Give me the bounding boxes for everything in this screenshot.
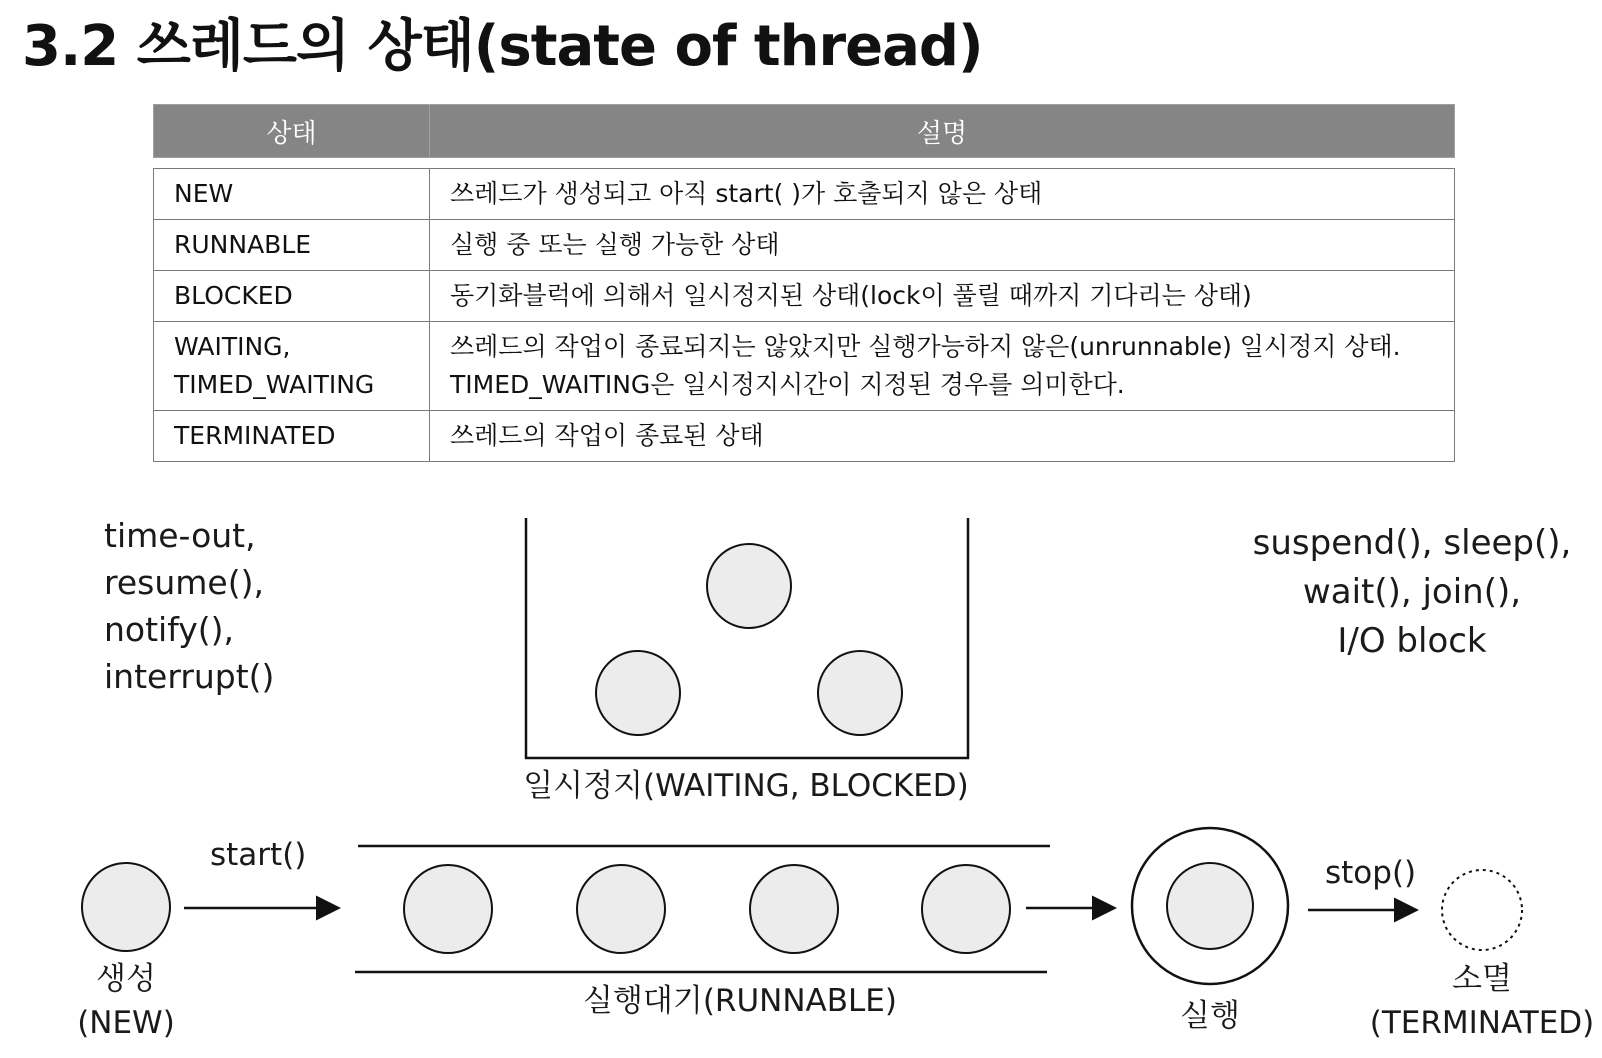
description-cell: 쓰레드가 생성되고 아직 start( )가 호출되지 않은 상태 — [430, 169, 1455, 220]
description-cell: 동기화블럭에 의해서 일시정지된 상태(lock이 풀릴 때까지 기다리는 상태) — [430, 271, 1455, 322]
waiting-thread-circle — [818, 651, 902, 735]
terminated-thread-circle — [1442, 870, 1522, 950]
runnable-thread-circle — [577, 865, 665, 953]
waiting-thread-circle — [596, 651, 680, 735]
description-cell: 실행 중 또는 실행 가능한 상태 — [430, 220, 1455, 271]
description-cell: 쓰레드의 작업이 종료되지는 않았지만 실행가능하지 않은(unrunnable) 일시정지 상태. TIMED_WAITING은 일시정지시간이 지정된 경우를 의미한다. — [430, 322, 1455, 411]
page-title: 3.2 쓰레드의 상태(state of thread) — [22, 14, 983, 79]
state-cell: NEW — [154, 169, 430, 220]
state-cell: RUNNABLE — [154, 220, 430, 271]
new-thread-circle — [82, 863, 170, 951]
running-thread-circle — [1167, 863, 1253, 949]
stop-label: stop() — [1325, 855, 1417, 891]
runnable-label: 실행대기(RUNNABLE) — [583, 983, 897, 1019]
terminated-label: 소멸 (TERMINATED) — [1369, 961, 1595, 1041]
runnable-thread-circle — [922, 865, 1010, 953]
resume-methods-label: time-out, resume(), notify(), interrupt() — [104, 516, 275, 696]
waiting-label: 일시정지(WAITING, BLOCKED) — [523, 768, 969, 804]
suspend-methods-label: suspend(), sleep(), wait(), join(), I/O block — [1252, 523, 1572, 661]
state-cell: BLOCKED — [154, 271, 430, 322]
new-label: 생성 (NEW) — [77, 961, 175, 1041]
header-state: 상태 — [154, 105, 430, 158]
state-cell: TERMINATED — [154, 411, 430, 462]
header-description: 설명 — [430, 105, 1455, 158]
waiting-thread-circle — [707, 544, 791, 628]
description-cell: 쓰레드의 작업이 종료된 상태 — [430, 411, 1455, 462]
runnable-thread-circle — [404, 865, 492, 953]
start-label: start() — [210, 837, 307, 873]
running-label: 실행 — [1180, 998, 1240, 1034]
runnable-thread-circle — [750, 865, 838, 953]
state-cell: WAITING, TIMED_WAITING — [154, 322, 430, 411]
